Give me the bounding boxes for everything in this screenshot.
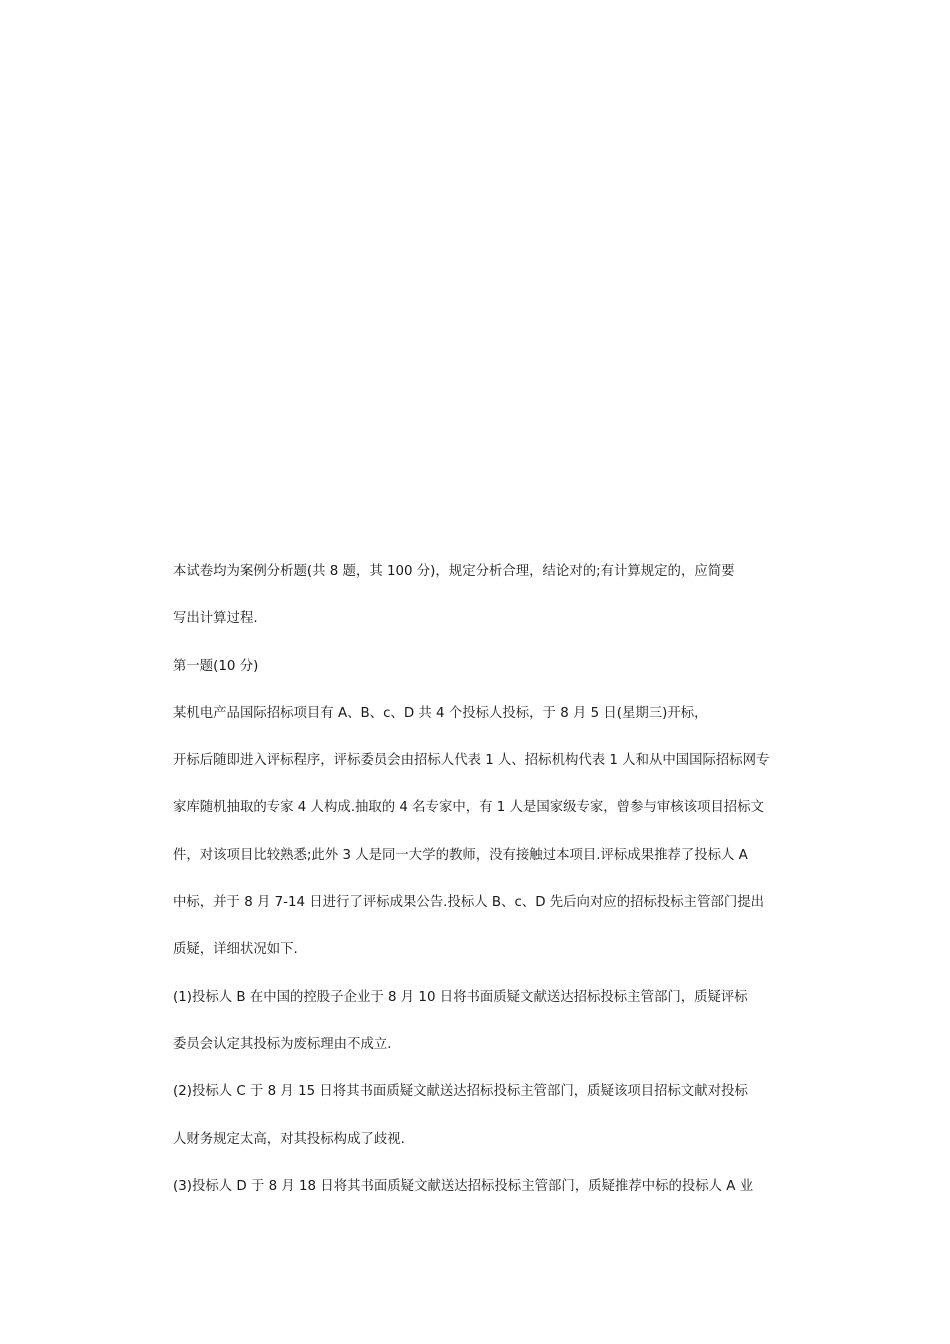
intro-line-2: 写出计算过程. [173, 611, 258, 627]
paragraph-line-5: 中标，并于 8 月 7-14 日进行了评标成果公告.投标人 B、c、D 先后向对应的招标投标主管部门提出 [173, 895, 765, 911]
paragraph-line-6: 质疑，详细状况如下. [173, 942, 298, 958]
document-body [173, 559, 813, 1221]
item-2-line-2: 人财务规定太高，对其投标构成了歧视. [173, 1131, 405, 1147]
paragraph-line-2: 开标后随即进入评标程序，评标委员会由招标人代表 1 人、招标机构代表 1 人和从中国国际招标网专 [173, 753, 770, 769]
paragraph-line-4: 件，对该项目比较熟悉;此外 3 人是同一大学的教师，没有接触过本项目.评标成果推荐了投标人 A [173, 847, 748, 863]
item-2-line-1: (2)投标人 C 于 8 月 15 日将其书面质疑文献送达招标投标主管部门，质疑该项目招标文献对投标 [173, 1084, 748, 1100]
item-3-line-1: (3)投标人 D 于 8 月 18 日将其书面质疑文献送达招标投标主管部门，质疑推荐中标的投标人 A 业 [173, 1178, 754, 1194]
intro-line-1: 本试卷均为案例分析题(共 8 题，其 100 分)，规定分析合理，结论对的;有计算规定的，应简要 [173, 564, 735, 579]
paragraph-line-1: 某机电产品国际招标项目有 A、B、c、D 共 4 个投标人投标，于 8 月 5 日(星期三)开标， [173, 705, 708, 721]
paragraph-line-3: 家库随机抽取的专家 4 人构成.抽取的 4 名专家中，有 1 人是国家级专家，曾参与审核该项目招标文 [173, 800, 764, 816]
item-1-line-1: (1)投标人 B 在中国的控股子企业于 8 月 10 日将书面质疑文献送达招标投标主管部门，质疑评标 [173, 989, 748, 1005]
question-heading: 第一题(10 分) [173, 658, 259, 674]
item-1-line-2: 委员会认定其投标为废标理由不成立. [173, 1036, 392, 1052]
